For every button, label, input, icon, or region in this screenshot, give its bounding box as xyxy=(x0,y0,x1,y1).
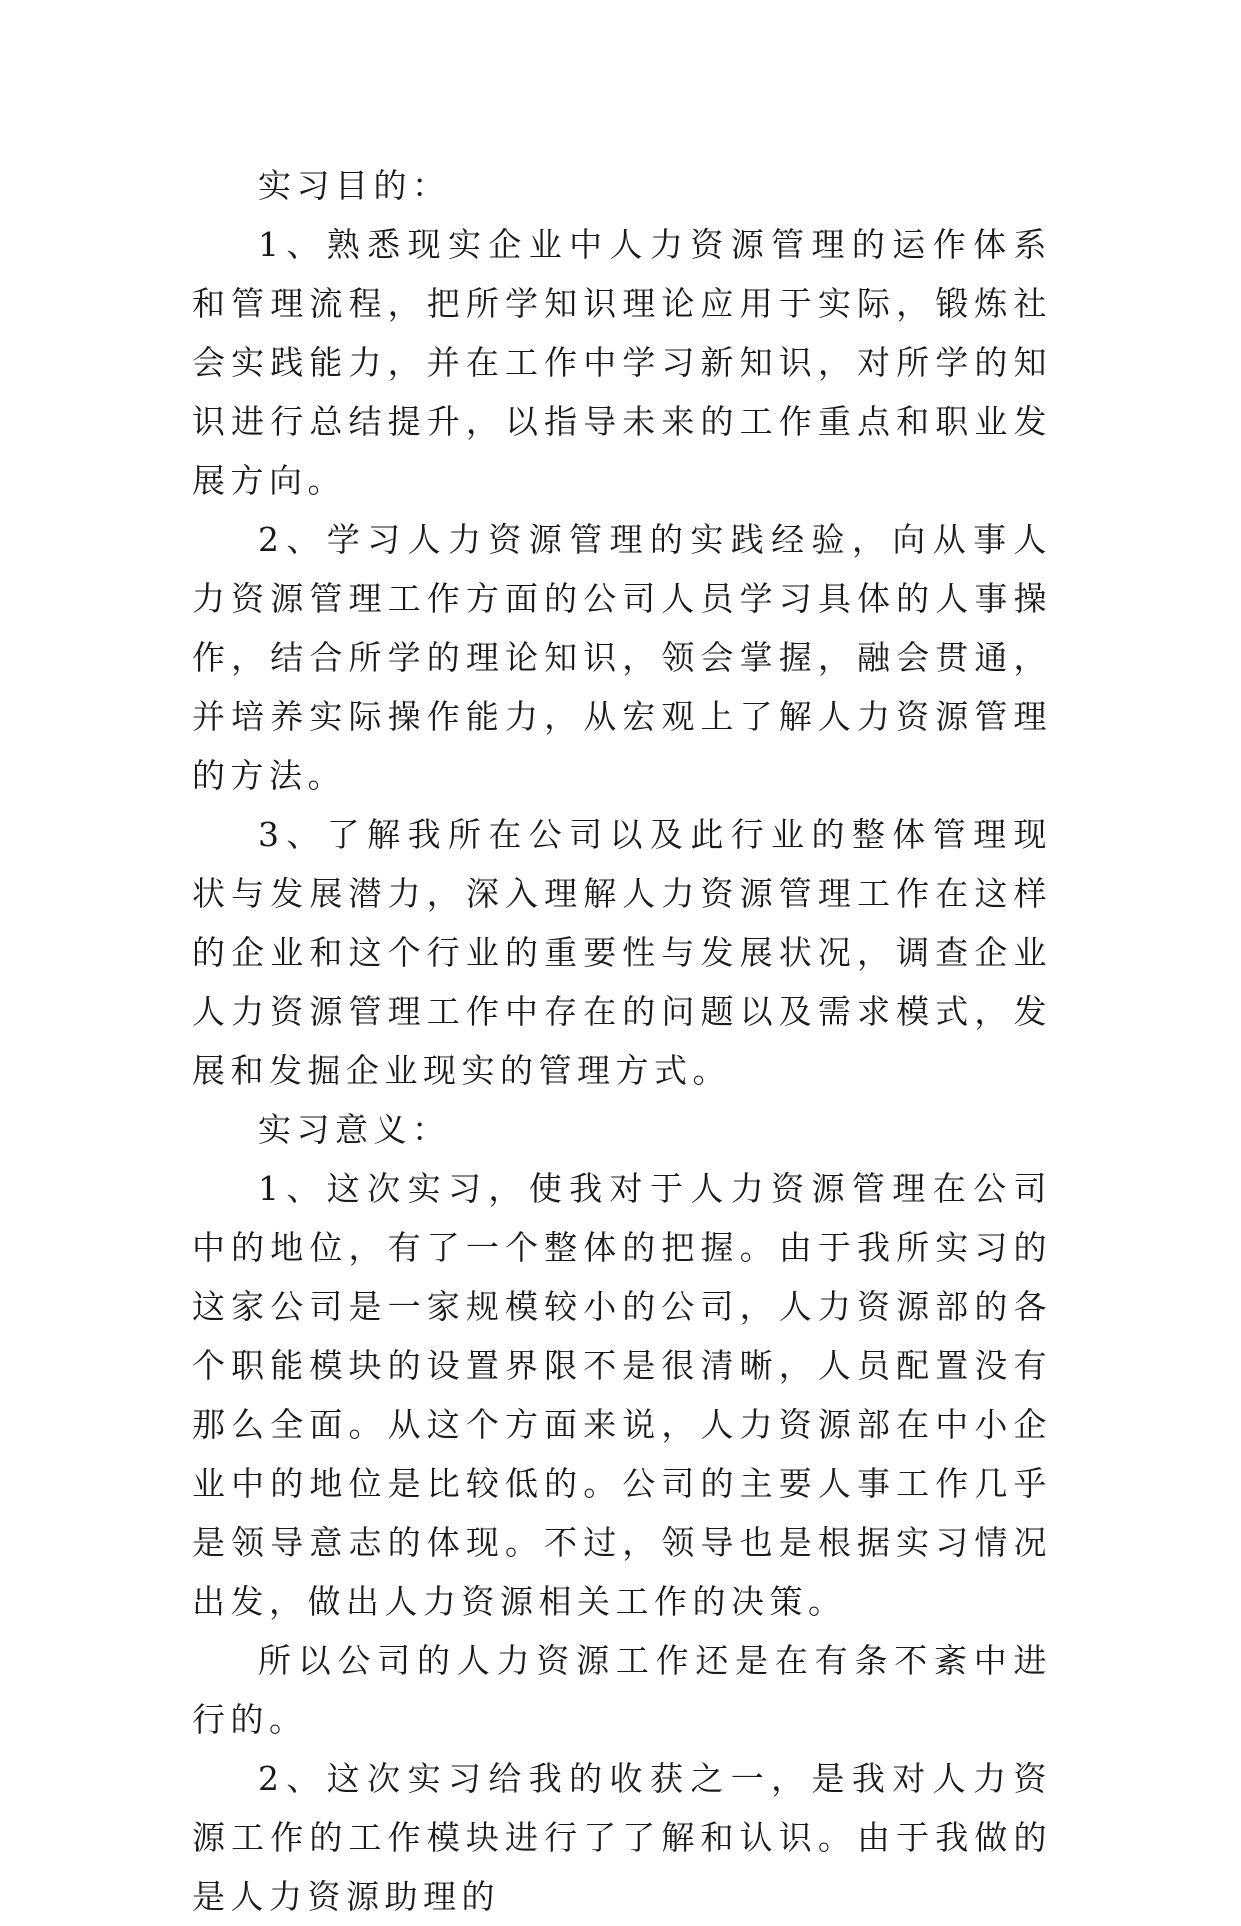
paragraph-significance-1: 1、这次实习，使我对于人力资源管理在公司中的地位，有了一个整体的把握。由于我所实习的这家公司是一家规模较小的公司，人力资源部的各个职能模块的设置界限不是很清晰，人员配置没有那么全面。从这个方面来说，人力资源部在中小企业中的地位是比较低的。公司的主要人事工作几乎是领导意志的体现。不过，领导也是根据实习情况出发，做出人力资源相关工作的决策。 xyxy=(192,1169,1052,1621)
heading-internship-significance: 实习意义： xyxy=(258,1110,451,1149)
heading-internship-purpose: 实习目的： xyxy=(258,166,451,205)
paragraph-significance-1-cont: 所以公司的人力资源工作还是在有条不紊中进行的。 xyxy=(192,1641,1052,1739)
paragraph-purpose-2: 2、学习人力资源管理的实践经验，向从事人力资源管理工作方面的公司人员学习具体的人事操作，结合所学的理论知识，领会掌握，融会贯通，并培养实际操作能力，从宏观上了解人力资源管理的方法。 xyxy=(192,520,1052,795)
paragraph-purpose-3: 3、了解我所在公司以及此行业的整体管理现状与发展潜力，深入理解人力资源管理工作在这样的企业和这个行业的重要性与发展状况，调查企业人力资源管理工作中存在的问题以及需求模式，发展和发掘企业现实的管理方式。 xyxy=(192,815,1052,1090)
document-body xyxy=(192,156,1052,1926)
paragraph-purpose-1: 1、熟悉现实企业中人力资源管理的运作体系和管理流程，把所学知识理论应用于实际，锻炼社会实践能力，并在工作中学习新知识，对所学的知识进行总结提升，以指导未来的工作重点和职业发展方向。 xyxy=(192,225,1052,500)
paragraph-significance-2: 2、这次实习给我的收获之一，是我对人力资源工作的工作模块进行了了解和认识。由于我做的是人力资源助理的 xyxy=(192,1759,1052,1916)
